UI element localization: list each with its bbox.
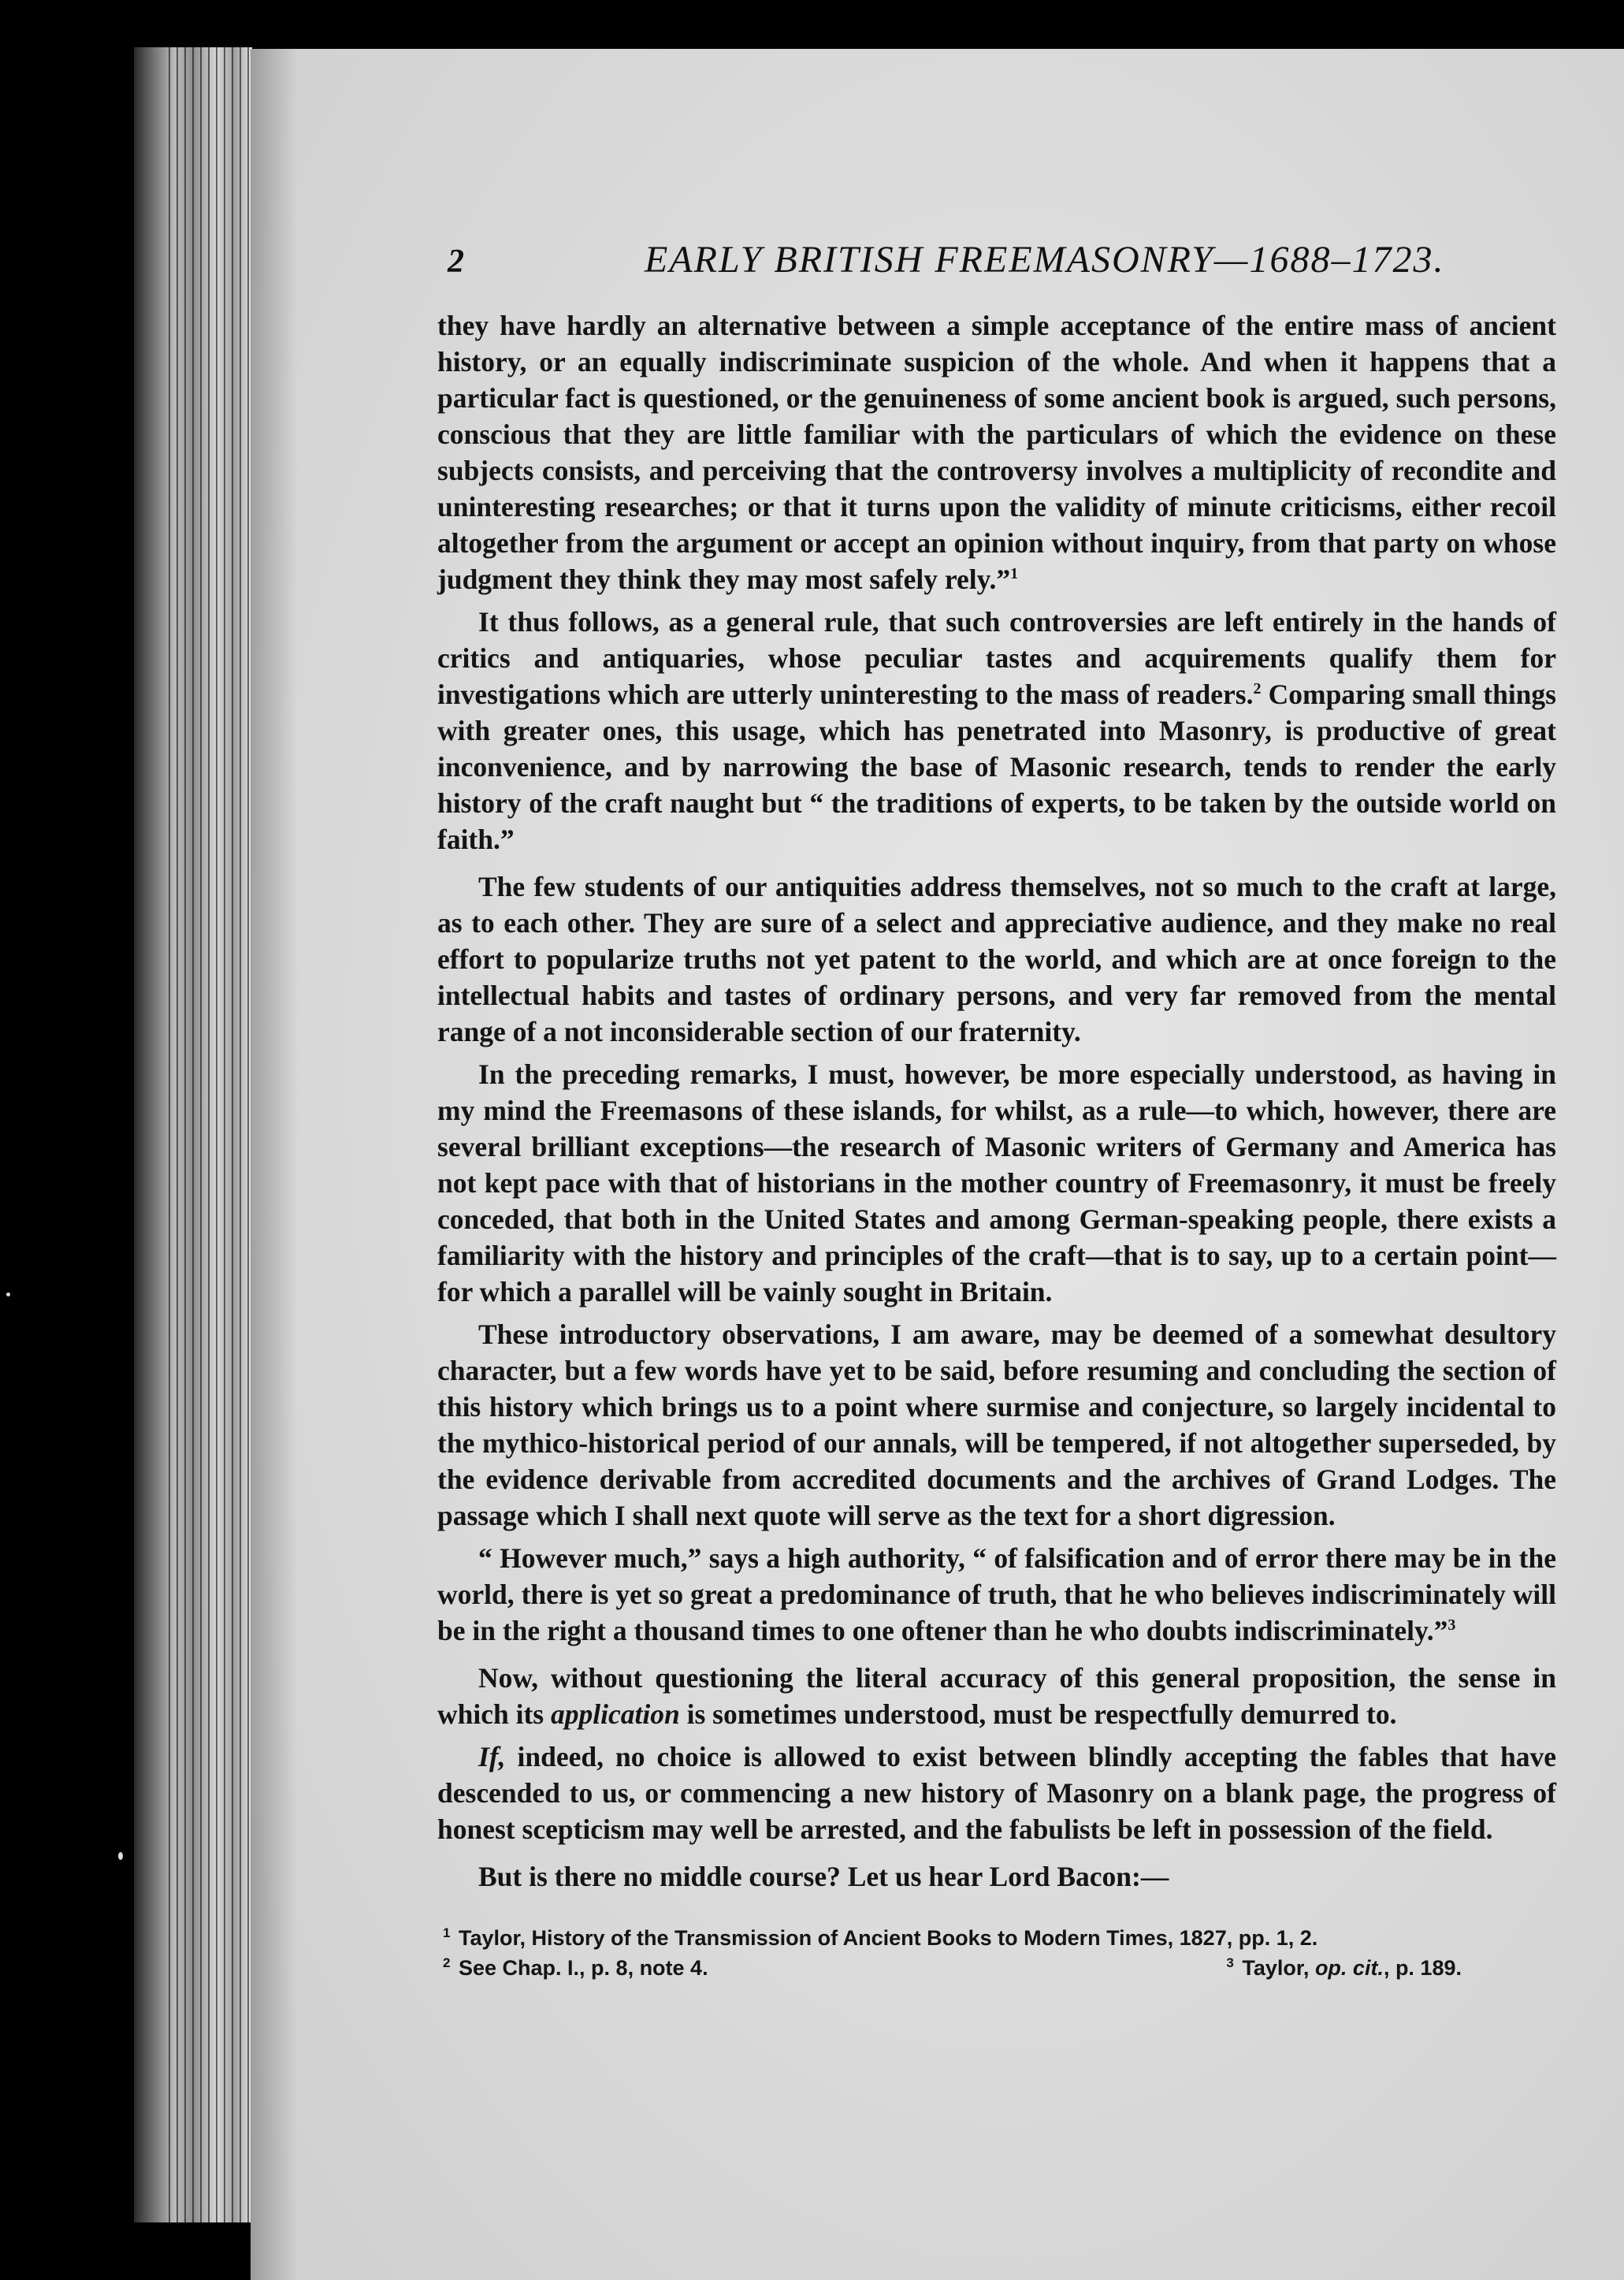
footnotes	[441, 1923, 1462, 1983]
footnote-3-text-b: , p. 189.	[1383, 1956, 1462, 1980]
book-page-edge-lines	[169, 47, 255, 2222]
paragraph-8	[437, 1739, 1556, 1847]
paragraph-7-text-a: Now, without questioning the literal accuracy of this general proposition, the sense in which its	[437, 1662, 1556, 1730]
footnote-1-mark: 1	[443, 1925, 451, 1940]
paragraph-6-text: “ However much,” says a high authority, “ of falsification and of error there may be in the world, there is yet so great a predominance of truth, that he who believes indiscriminately will be in the right a thousand times to one oftener than he who doubts indiscriminately.”	[437, 1542, 1556, 1646]
paragraph-8-italic: If,	[478, 1741, 506, 1772]
footnote-2-mark: 2	[443, 1955, 451, 1970]
paragraph-7-italic: application	[551, 1698, 680, 1730]
note-ref-1: 1	[1010, 565, 1019, 583]
paragraph-3	[437, 868, 1556, 1050]
paragraph-1-text: they have hardly an alternative between a simple acceptance of the entire mass of ancient history, or an equally indiscriminate suspicion of the whole. And when it happens that a particular fact is questioned, or the genuineness of some ancient book is argued, such persons, conscious that they are little familiar with the particulars of which the evidence on these subjects consists, and perceiving that the controversy involves a multiplicity of recondite and uninteresting researches; or that it turns upon the validity of minute criticisms, either recoil altogether from the argument or accept an opinion without inquiry, from that party on whose judgment they think they may most safely rely.”	[437, 310, 1556, 595]
page-gutter-shadow	[251, 49, 298, 2280]
paragraph-5-text: These introductory observations, I am aware, may be deemed of a somewhat desultory character, but a few words have yet to be said, before resuming and concluding the section of this history which brings us to a point where surmise and conjecture, so largely incidental to the mythico-historical period of our annals, will be tempered, if not altogether superseded, by the evidence derivable from accredited documents and the archives of Grand Lodges. The passage which I shall next quote will serve as the text for a short digression.	[437, 1319, 1556, 1531]
paragraph-9	[437, 1858, 1556, 1895]
footnote-3	[1225, 1953, 1462, 1983]
paragraph-3-text: The few students of our antiquities address themselves, not so much to the craft at large, as to each other. They are sure of a select and appreciative audience, and they make no real effort to popularize truths not yet patent to the world, and which are at once foreign to the intellectual habits and tastes of ordinary persons, and very far removed from the mental range of a not inconsiderable section of our fraternity.	[437, 871, 1556, 1047]
scan-speck	[118, 1852, 123, 1860]
footnote-2-text: See Chap. I., p. 8, note 4.	[459, 1956, 708, 1980]
paragraph-2-text-b: Comparing small things with greater ones, this usage, which has penetrated into Masonry, is productive of great inconvenience, and by narrowing the base of Masonic research, tends to render the early history of the craft naught but “ the traditions of experts, to be taken by the outside world on faith.”	[437, 679, 1556, 855]
page-header	[448, 235, 1606, 290]
footnote-1	[441, 1923, 1442, 1953]
paragraph-1	[437, 307, 1556, 597]
footnote-3-italic: op. cit.	[1314, 1956, 1384, 1980]
paragraph-7-text-b: is sometimes understood, must be respectfully demurred to.	[679, 1698, 1397, 1730]
footnote-3-text-a: Taylor,	[1242, 1956, 1315, 1980]
scan-speck	[6, 1292, 10, 1296]
paragraph-7	[437, 1660, 1556, 1732]
paragraph-4	[437, 1056, 1556, 1310]
footnote-2	[441, 1953, 708, 1983]
paragraph-4-text: In the preceding remarks, I must, however, be more especially understood, as having in my mind the Freemasons of these islands, for whilst, as a rule—to which, however, there are several brilliant exceptions—the research of Masonic writers of Germany and America has not kept pace with that of historians in the mother country of Freemasonry, it must be freely conceded, that both in the United States and among German-speaking people, there exists a familiarity with the history and principles of the craft—that is to say, up to a certain point—for which a parallel will be vainly sought in Britain.	[437, 1058, 1556, 1307]
paragraph-9-text: But is there no middle course? Let us hear Lord Bacon:—	[478, 1861, 1169, 1892]
page-number: 2	[448, 244, 464, 280]
footnote-3-mark: 3	[1226, 1955, 1234, 1970]
footnote-1-text: Taylor, History of the Transmission of Ancient Books to Modern Times, 1827, pp. 1, 2.	[459, 1926, 1318, 1950]
footnote-row-2-3	[441, 1953, 1462, 1983]
paragraph-6	[437, 1540, 1556, 1649]
note-ref-2: 2	[1253, 680, 1262, 698]
paragraph-2-text-a: It thus follows, as a general rule, that such controversies are left entirely in the hands of critics and antiquaries, whose peculiar tastes and acquirements qualify them for investigations which are utterly uninteresting to the mass of readers.	[437, 606, 1556, 710]
note-ref-3: 3	[1447, 1616, 1456, 1635]
running-title: EARLY BRITISH FREEMASONRY—1688–1723.	[645, 239, 1445, 281]
paragraph-8-text: indeed, no choice is allowed to exist between blindly accepting the fables that have descended to us, or commencing a new history of Masonry on a blank page, the progress of honest scepticism may well be arrested, and the fabulists be left in possession of the field.	[437, 1741, 1556, 1845]
body-text	[437, 307, 1556, 1901]
paragraph-5	[437, 1316, 1556, 1534]
paragraph-2	[437, 604, 1556, 857]
